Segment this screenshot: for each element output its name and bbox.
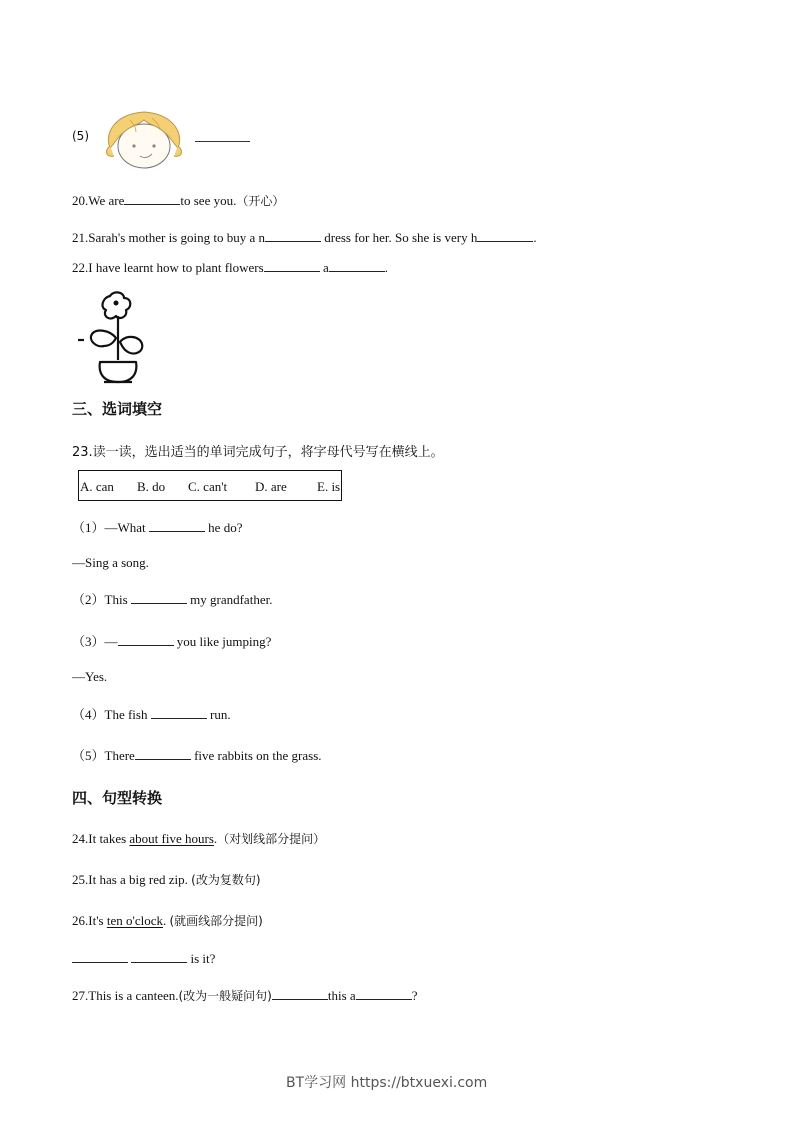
item-text: This	[104, 592, 131, 607]
item-text: run.	[206, 707, 231, 722]
answer-blank[interactable]	[264, 259, 320, 272]
answer-blank[interactable]	[477, 229, 533, 242]
item-text: The fish	[104, 707, 151, 722]
question-20-prefix: 20.We are	[72, 193, 125, 208]
answer-blank[interactable]	[149, 519, 205, 532]
girl-face-icon	[100, 106, 188, 170]
question-26	[72, 913, 263, 929]
underlined-phrase: about five hours	[129, 831, 214, 846]
q23-item-3-answer: —Yes.	[72, 669, 108, 684]
option-c: C. can't	[188, 479, 228, 494]
question-24-hint: （对划线部分提问）	[217, 832, 326, 846]
question-22-suffix: .	[384, 260, 388, 275]
underlined-phrase: ten o'clock	[106, 913, 163, 928]
answer-blank[interactable]	[118, 633, 174, 646]
question-21-prefix: 21.Sarah's mother is going to buy a n	[72, 230, 265, 245]
q23-item-5	[72, 747, 322, 764]
answer-blank[interactable]	[131, 950, 187, 963]
item-number: （5）	[72, 748, 105, 763]
question-26-suffix: .	[162, 913, 170, 928]
item-text: he do?	[204, 520, 243, 535]
question-26-answer-line	[72, 950, 215, 967]
answer-blank[interactable]	[72, 950, 128, 963]
answer-blank[interactable]	[124, 192, 180, 205]
q23-item-3	[72, 633, 271, 650]
question-22-middle: a	[319, 260, 329, 275]
question-21-middle: dress for her. So she is very h	[321, 230, 478, 245]
question-23-instruction: 23.读一读，选出适当的单词完成句子，将字母代号写在横线上。	[72, 445, 444, 460]
question-27	[72, 987, 417, 1004]
q23-item-2	[72, 591, 272, 608]
q23-item-4	[72, 706, 231, 723]
question-21-suffix: .	[533, 230, 537, 245]
section-title-4: 四、句型转换	[72, 789, 163, 807]
item-text: —What	[104, 520, 149, 535]
question-20-hint: （开心）	[236, 194, 285, 208]
item-number: （2）	[72, 592, 105, 607]
question-24-suffix: .	[213, 831, 218, 846]
answer-blank[interactable]	[356, 987, 412, 1000]
answer-blank[interactable]	[272, 987, 328, 1000]
question-27-prefix: 27.This is a canteen.	[72, 988, 179, 1003]
answer-blank[interactable]	[131, 591, 187, 604]
question-27-middle: this a	[327, 988, 356, 1003]
item-text: There	[104, 748, 135, 763]
item-text: you like jumping?	[173, 634, 272, 649]
question-22	[72, 259, 388, 276]
section-title-3: 三、选词填空	[72, 400, 163, 418]
option-b: B. do	[137, 479, 166, 494]
question-25-text: 25.It has a big red zip.	[72, 872, 192, 887]
potted-flower-icon	[74, 290, 154, 386]
answer-blank[interactable]	[135, 747, 191, 760]
question-20-suffix: to see you.	[180, 193, 237, 208]
item-text: five rabbits on the grass.	[190, 748, 322, 763]
question-26-hint: (就画线部分提问)	[169, 914, 263, 928]
question-20	[72, 192, 284, 209]
question-25	[72, 872, 261, 888]
question-26-answer-suffix: is it?	[187, 951, 216, 966]
option-a: A. can	[80, 479, 114, 494]
item-number: （1）	[72, 520, 105, 535]
answer-blank[interactable]	[265, 229, 321, 242]
question-26-prefix: 26.It's	[72, 913, 107, 928]
question-27-hint: (改为一般疑问句)	[178, 989, 272, 1003]
question-27-suffix: ?	[411, 988, 418, 1003]
question-24-prefix: 24.It takes	[72, 831, 130, 846]
q23-item-1-answer: —Sing a song.	[72, 555, 149, 570]
word-options-box	[78, 470, 342, 501]
answer-blank[interactable]	[151, 706, 207, 719]
footer-watermark: BT学习网 https://btxuexi.com	[286, 1075, 488, 1091]
question-25-hint: (改为复数句)	[191, 873, 261, 887]
question-21	[72, 229, 537, 246]
answer-blank[interactable]	[195, 141, 250, 142]
option-e: E. is	[317, 479, 341, 494]
item-number-5: (5)	[72, 129, 89, 143]
item-text: my grandfather.	[186, 592, 273, 607]
item-text: —	[104, 634, 118, 649]
question-22-prefix: 22.I have learnt how to plant flowers	[72, 260, 264, 275]
question-24	[72, 831, 325, 847]
q23-item-1	[72, 519, 242, 536]
item-number: （3）	[72, 634, 105, 649]
option-d: D. are	[255, 479, 287, 494]
item-number: （4）	[72, 707, 105, 722]
answer-blank[interactable]	[329, 259, 385, 272]
